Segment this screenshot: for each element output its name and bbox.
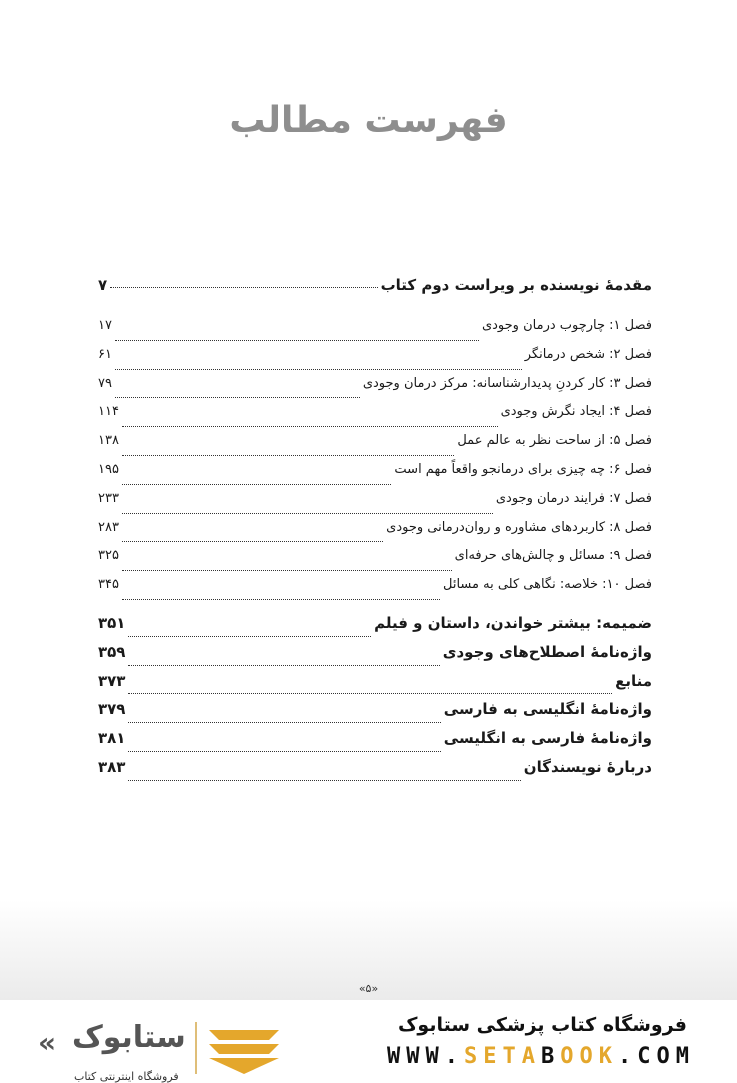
toc-label: فصل ۴: ایجاد نگرش وجودی bbox=[500, 404, 652, 420]
toc-label: فصل ۲: شخص درمانگر bbox=[524, 346, 652, 362]
toc-page: ۳۵۱ bbox=[98, 614, 126, 632]
toc-page: ۳۸۳ bbox=[98, 757, 126, 776]
leader-dots bbox=[110, 286, 377, 288]
toc-row bbox=[98, 376, 652, 405]
toc-page: ۳۵۹ bbox=[98, 642, 126, 661]
toc-row bbox=[98, 643, 652, 672]
leader-dots bbox=[122, 598, 440, 600]
leader-dots bbox=[122, 512, 493, 514]
url-highlight: SETA bbox=[464, 1044, 542, 1069]
toc-row bbox=[98, 347, 652, 376]
svg-text:«: « bbox=[38, 1026, 57, 1059]
leader-dots bbox=[122, 454, 454, 456]
toc-row bbox=[98, 433, 652, 462]
toc-row bbox=[98, 577, 652, 606]
url-highlight: OOK bbox=[560, 1044, 619, 1069]
toc-label: فصل ۱۰: خلاصه: نگاهی کلی به مسائل bbox=[442, 577, 652, 593]
leader-dots bbox=[128, 635, 371, 637]
url-part: .COM bbox=[618, 1044, 695, 1069]
toc-label: منابع bbox=[615, 671, 652, 690]
toc-preface bbox=[98, 276, 652, 294]
toc-label: ضمیمه: بیشتر خواندن، داستان و فیلم bbox=[374, 614, 652, 632]
toc-label: واژه‌نامهٔ فارسی به انگلیسی bbox=[443, 729, 652, 748]
toc-label: فصل ۷: فرایند درمان وجودی bbox=[495, 490, 652, 506]
toc-chapters bbox=[98, 318, 652, 606]
toc-page: ۳۷۳ bbox=[98, 671, 126, 690]
store-footer bbox=[0, 1000, 737, 1083]
logo-tagline: فروشگاه اینترنتی کتاب bbox=[74, 1070, 179, 1083]
toc-row bbox=[98, 318, 652, 347]
leader-dots bbox=[122, 483, 391, 485]
toc-label: فصل ۸: کاربردهای مشاوره و روان‌درمانی وجودی bbox=[386, 519, 652, 535]
page-number: «۵» bbox=[358, 982, 379, 995]
toc-row bbox=[98, 491, 652, 520]
leader-dots bbox=[128, 664, 439, 666]
toc-row bbox=[98, 729, 652, 758]
toc-back-matter bbox=[98, 614, 652, 787]
store-logo bbox=[34, 1018, 284, 1083]
toc-label: دربارهٔ نویسندگان bbox=[523, 757, 652, 776]
toc-label: واژه‌نامهٔ انگلیسی به فارسی bbox=[443, 700, 652, 719]
toc-row bbox=[98, 462, 652, 491]
leader-dots bbox=[128, 721, 440, 723]
leader-dots bbox=[115, 368, 522, 370]
toc-label: مقدمهٔ نویسنده بر ویراست دوم کتاب bbox=[380, 276, 652, 294]
toc-page: ۳۷۹ bbox=[98, 700, 126, 719]
leader-dots bbox=[122, 569, 452, 571]
logo-wordmark: ستابوک bbox=[72, 1020, 186, 1055]
toc-page: ۳۴۵ bbox=[98, 577, 119, 593]
toc-page: ۷۹ bbox=[98, 375, 112, 391]
toc-row bbox=[98, 672, 652, 701]
leader-dots bbox=[128, 692, 612, 694]
toc-row bbox=[98, 614, 652, 643]
toc-label: فصل ۵: از ساحت نظر به عالم عمل bbox=[457, 433, 652, 449]
toc-row bbox=[98, 276, 652, 294]
toc-label: فصل ۱: چارچوب درمان وجودی bbox=[481, 318, 652, 333]
leader-dots bbox=[122, 540, 383, 542]
store-url[interactable] bbox=[387, 1044, 695, 1069]
toc-page: ۲۸۳ bbox=[98, 519, 119, 535]
store-name: فروشگاه کتاب پزشکی ستابوک bbox=[397, 1014, 687, 1036]
leader-dots bbox=[122, 425, 498, 427]
toc-row bbox=[98, 520, 652, 549]
toc-row bbox=[98, 404, 652, 433]
leader-dots bbox=[115, 339, 479, 341]
toc-page: ۳۲۵ bbox=[98, 548, 119, 564]
toc-page: ۷ bbox=[98, 276, 108, 294]
toc-row bbox=[98, 548, 652, 577]
page-title: فهرست مطالب bbox=[229, 100, 508, 141]
toc-label: فصل ۶: چه چیزی برای درمانجو واقعاً مهم است bbox=[394, 461, 652, 477]
toc-row bbox=[98, 758, 652, 787]
url-part: WWW. bbox=[387, 1044, 465, 1069]
leader-dots bbox=[115, 396, 360, 398]
leader-dots bbox=[128, 779, 520, 781]
toc-page: ۶۱ bbox=[98, 346, 112, 362]
toc-page: ۱۷ bbox=[98, 318, 112, 333]
toc-page: ۱۹۵ bbox=[98, 461, 119, 477]
toc-page: ۱۳۸ bbox=[98, 433, 119, 449]
toc-row bbox=[98, 700, 652, 729]
leader-dots bbox=[128, 750, 440, 752]
toc-page: ۲۳۳ bbox=[98, 490, 119, 506]
toc-page: ۳۸۱ bbox=[98, 729, 126, 748]
url-part: B bbox=[541, 1044, 561, 1069]
toc-label: فصل ۹: مسائل و چالش‌های حرفه‌ای bbox=[454, 548, 652, 564]
toc-page: ۱۱۴ bbox=[98, 404, 119, 420]
toc-label: واژه‌نامهٔ اصطلاح‌های وجودی bbox=[442, 642, 652, 661]
toc-label: فصل ۳: کار کردنِ پدیدارشناسانه: مرکز درمان وجودی bbox=[362, 375, 652, 391]
